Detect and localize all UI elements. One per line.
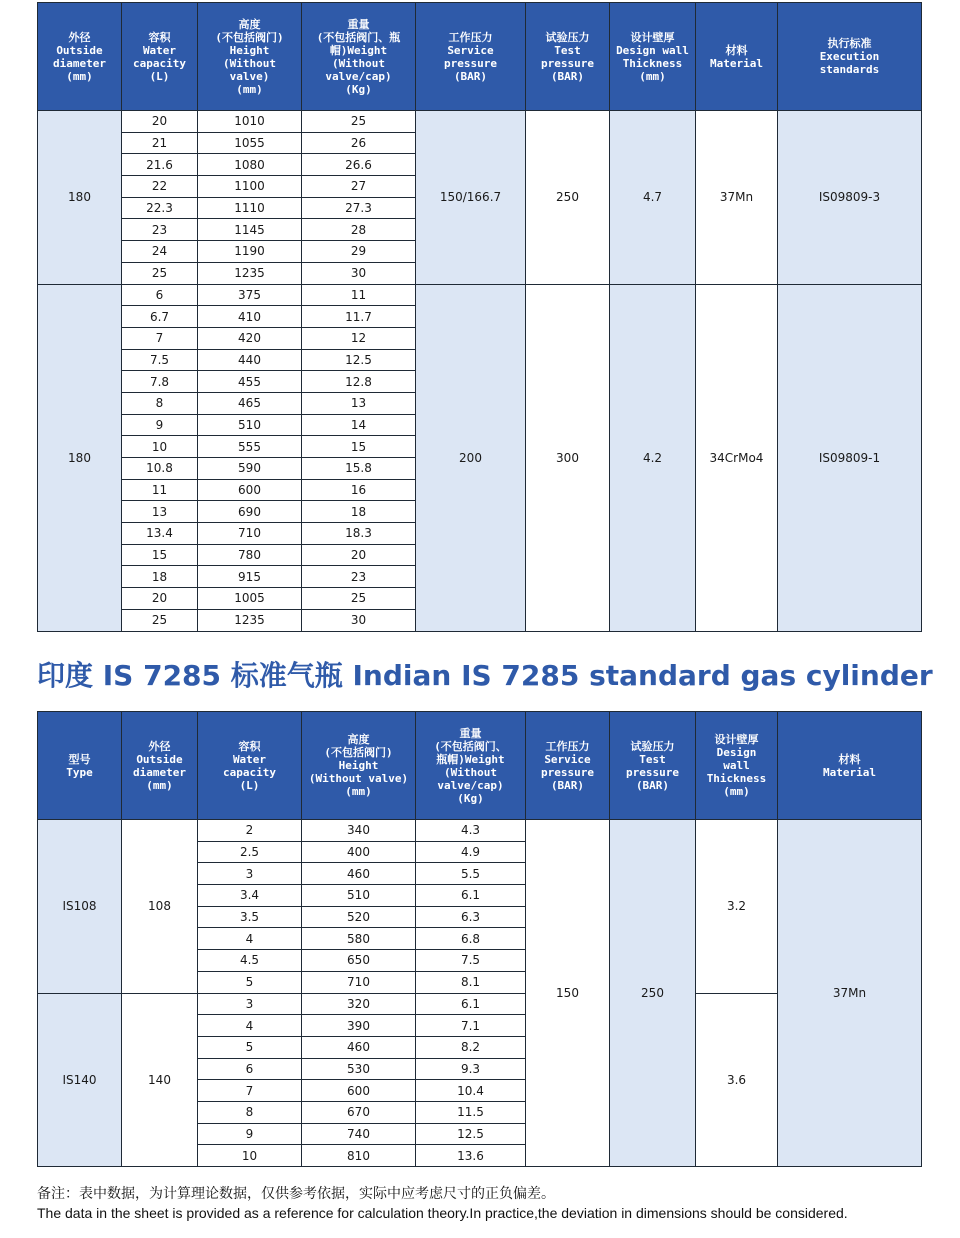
capacity-cell: 24 <box>122 241 198 263</box>
height-cell: 780 <box>198 544 302 566</box>
thickness-cell: 3.6 <box>696 993 778 1167</box>
weight-cell: 29 <box>302 241 416 263</box>
height-cell: 1235 <box>198 609 302 631</box>
capacity-cell: 9 <box>122 414 198 436</box>
height-cell: 1100 <box>198 176 302 198</box>
height-cell: 465 <box>198 392 302 414</box>
column-header: 材料 Material <box>778 712 922 820</box>
capacity-cell: 10.8 <box>122 458 198 480</box>
height-cell: 420 <box>198 327 302 349</box>
capacity-cell: 13.4 <box>122 523 198 545</box>
diameter-cell: 180 <box>38 111 122 285</box>
capacity-cell: 6.7 <box>122 306 198 328</box>
capacity-cell: 4 <box>198 1015 302 1037</box>
spec-table-iso9809 <box>37 2 922 632</box>
height-cell: 510 <box>302 885 416 907</box>
test-pressure-cell: 250 <box>610 820 696 1167</box>
capacity-cell: 11 <box>122 479 198 501</box>
height-cell: 740 <box>302 1123 416 1145</box>
service-pressure-cell: 200 <box>416 284 526 631</box>
capacity-cell: 20 <box>122 588 198 610</box>
height-cell: 1235 <box>198 262 302 284</box>
weight-cell: 8.1 <box>416 971 526 993</box>
column-header: 试验压力 Test pressure (BAR) <box>526 3 610 111</box>
thickness-cell: 4.7 <box>610 111 696 285</box>
weight-cell: 9.3 <box>416 1058 526 1080</box>
capacity-cell: 22.3 <box>122 197 198 219</box>
height-cell: 650 <box>302 950 416 972</box>
weight-cell: 12 <box>302 327 416 349</box>
column-header: 执行标准 Execution standards <box>778 3 922 111</box>
column-header: 重量 (不包括阀门、 瓶帽)Weight (Without valve/cap) (Kg) <box>416 712 526 820</box>
height-cell: 555 <box>198 436 302 458</box>
column-header: 高度 (不包括阀门) Height (Without valve) (mm) <box>198 3 302 111</box>
weight-cell: 25 <box>302 111 416 133</box>
column-header: 材料 Material <box>696 3 778 111</box>
height-cell: 580 <box>302 928 416 950</box>
height-cell: 1005 <box>198 588 302 610</box>
weight-cell: 6.3 <box>416 906 526 928</box>
height-cell: 710 <box>302 971 416 993</box>
capacity-cell: 9 <box>198 1123 302 1145</box>
height-cell: 410 <box>198 306 302 328</box>
height-cell: 400 <box>302 841 416 863</box>
material-cell: 37Mn <box>778 820 922 1167</box>
weight-cell: 15 <box>302 436 416 458</box>
capacity-cell: 8 <box>198 1101 302 1123</box>
weight-cell: 7.5 <box>416 950 526 972</box>
height-cell: 460 <box>302 863 416 885</box>
capacity-cell: 3.4 <box>198 885 302 907</box>
weight-cell: 13.6 <box>416 1145 526 1167</box>
table-row <box>38 111 922 133</box>
column-header: 外径 Outside diameter (mm) <box>122 712 198 820</box>
material-cell: 34CrMo4 <box>696 284 778 631</box>
weight-cell: 18 <box>302 501 416 523</box>
height-cell: 1055 <box>198 132 302 154</box>
height-cell: 810 <box>302 1145 416 1167</box>
capacity-cell: 22 <box>122 176 198 198</box>
weight-cell: 15.8 <box>302 458 416 480</box>
type-cell: IS108 <box>38 820 122 994</box>
standard-cell: IS09809-3 <box>778 111 922 285</box>
diameter-cell: 108 <box>122 820 198 994</box>
table-row <box>38 820 922 842</box>
capacity-cell: 6 <box>198 1058 302 1080</box>
weight-cell: 20 <box>302 544 416 566</box>
type-cell: IS140 <box>38 993 122 1167</box>
column-header: 工作压力 Service pressure (BAR) <box>416 3 526 111</box>
height-cell: 460 <box>302 1036 416 1058</box>
weight-cell: 30 <box>302 262 416 284</box>
service-pressure-cell: 150 <box>526 820 610 1167</box>
capacity-cell: 18 <box>122 566 198 588</box>
weight-cell: 27.3 <box>302 197 416 219</box>
column-header: 重量 (不包括阀门、瓶 帽)Weight (Without valve/cap) (Kg) <box>302 3 416 111</box>
capacity-cell: 10 <box>198 1145 302 1167</box>
weight-cell: 30 <box>302 609 416 631</box>
weight-cell: 6.1 <box>416 993 526 1015</box>
capacity-cell: 4 <box>198 928 302 950</box>
weight-cell: 25 <box>302 588 416 610</box>
capacity-cell: 7.5 <box>122 349 198 371</box>
column-header: 高度 (不包括阀门) Height (Without valve) (mm) <box>302 712 416 820</box>
height-cell: 530 <box>302 1058 416 1080</box>
height-cell: 375 <box>198 284 302 306</box>
weight-cell: 5.5 <box>416 863 526 885</box>
capacity-cell: 7 <box>198 1080 302 1102</box>
weight-cell: 12.8 <box>302 371 416 393</box>
capacity-cell: 2.5 <box>198 841 302 863</box>
capacity-cell: 13 <box>122 501 198 523</box>
diameter-cell: 180 <box>38 284 122 631</box>
capacity-cell: 2 <box>198 820 302 842</box>
column-header: 容积 Water capacity (L) <box>198 712 302 820</box>
capacity-cell: 15 <box>122 544 198 566</box>
weight-cell: 12.5 <box>416 1123 526 1145</box>
height-cell: 1010 <box>198 111 302 133</box>
column-header: 设计壁厚 Design wall Thickness (mm) <box>610 3 696 111</box>
capacity-cell: 3.5 <box>198 906 302 928</box>
height-cell: 440 <box>198 349 302 371</box>
height-cell: 670 <box>302 1101 416 1123</box>
weight-cell: 6.8 <box>416 928 526 950</box>
footnote-en: The data in the sheet is provided as a reference for calculation theory.In practice,the deviation in dimensions should be considered. <box>37 1205 848 1221</box>
weight-cell: 18.3 <box>302 523 416 545</box>
weight-cell: 23 <box>302 566 416 588</box>
height-cell: 455 <box>198 371 302 393</box>
weight-cell: 6.1 <box>416 885 526 907</box>
weight-cell: 11.5 <box>416 1101 526 1123</box>
diameter-cell: 140 <box>122 993 198 1167</box>
height-cell: 1080 <box>198 154 302 176</box>
capacity-cell: 3 <box>198 993 302 1015</box>
height-cell: 600 <box>302 1080 416 1102</box>
column-header: 型号 Type <box>38 712 122 820</box>
capacity-cell: 23 <box>122 219 198 241</box>
weight-cell: 14 <box>302 414 416 436</box>
weight-cell: 26.6 <box>302 154 416 176</box>
table-row <box>38 284 922 306</box>
capacity-cell: 6 <box>122 284 198 306</box>
thickness-cell: 3.2 <box>696 820 778 994</box>
capacity-cell: 7 <box>122 327 198 349</box>
weight-cell: 4.9 <box>416 841 526 863</box>
capacity-cell: 8 <box>122 392 198 414</box>
height-cell: 600 <box>198 479 302 501</box>
weight-cell: 26 <box>302 132 416 154</box>
weight-cell: 7.1 <box>416 1015 526 1037</box>
footnote <box>37 1183 927 1223</box>
footnote-cn: 备注：表中数据，为计算理论数据，仅供参考依据，实际中应考虑尺寸的正负偏差。 <box>37 1185 555 1201</box>
column-header: 设计壁厚 Design wall Thickness (mm) <box>696 712 778 820</box>
weight-cell: 16 <box>302 479 416 501</box>
weight-cell: 13 <box>302 392 416 414</box>
capacity-cell: 3 <box>198 863 302 885</box>
test-pressure-cell: 300 <box>526 284 610 631</box>
header-row <box>38 3 922 111</box>
column-header: 试验压力 Test pressure (BAR) <box>610 712 696 820</box>
height-cell: 1190 <box>198 241 302 263</box>
column-header: 工作压力 Service pressure (BAR) <box>526 712 610 820</box>
height-cell: 510 <box>198 414 302 436</box>
standard-cell: IS09809-1 <box>778 284 922 631</box>
height-cell: 690 <box>198 501 302 523</box>
service-pressure-cell: 150/166.7 <box>416 111 526 285</box>
capacity-cell: 10 <box>122 436 198 458</box>
capacity-cell: 21 <box>122 132 198 154</box>
height-cell: 1110 <box>198 197 302 219</box>
capacity-cell: 5 <box>198 1036 302 1058</box>
column-header: 容积 Water capacity (L) <box>122 3 198 111</box>
thickness-cell: 4.2 <box>610 284 696 631</box>
height-cell: 915 <box>198 566 302 588</box>
height-cell: 320 <box>302 993 416 1015</box>
height-cell: 710 <box>198 523 302 545</box>
weight-cell: 8.2 <box>416 1036 526 1058</box>
capacity-cell: 4.5 <box>198 950 302 972</box>
weight-cell: 11.7 <box>302 306 416 328</box>
capacity-cell: 25 <box>122 609 198 631</box>
height-cell: 590 <box>198 458 302 480</box>
capacity-cell: 5 <box>198 971 302 993</box>
weight-cell: 11 <box>302 284 416 306</box>
weight-cell: 27 <box>302 176 416 198</box>
capacity-cell: 21.6 <box>122 154 198 176</box>
height-cell: 520 <box>302 906 416 928</box>
capacity-cell: 25 <box>122 262 198 284</box>
height-cell: 390 <box>302 1015 416 1037</box>
weight-cell: 28 <box>302 219 416 241</box>
test-pressure-cell: 250 <box>526 111 610 285</box>
material-cell: 37Mn <box>696 111 778 285</box>
section-title: 印度 IS 7285 标准气瓶 Indian IS 7285 standard gas cylinder <box>37 659 933 692</box>
weight-cell: 4.3 <box>416 820 526 842</box>
spec-table-is7285 <box>37 711 922 1167</box>
height-cell: 340 <box>302 820 416 842</box>
weight-cell: 10.4 <box>416 1080 526 1102</box>
capacity-cell: 7.8 <box>122 371 198 393</box>
weight-cell: 12.5 <box>302 349 416 371</box>
height-cell: 1145 <box>198 219 302 241</box>
column-header: 外径 Outside diameter (mm) <box>38 3 122 111</box>
capacity-cell: 20 <box>122 111 198 133</box>
header-row <box>38 712 922 820</box>
